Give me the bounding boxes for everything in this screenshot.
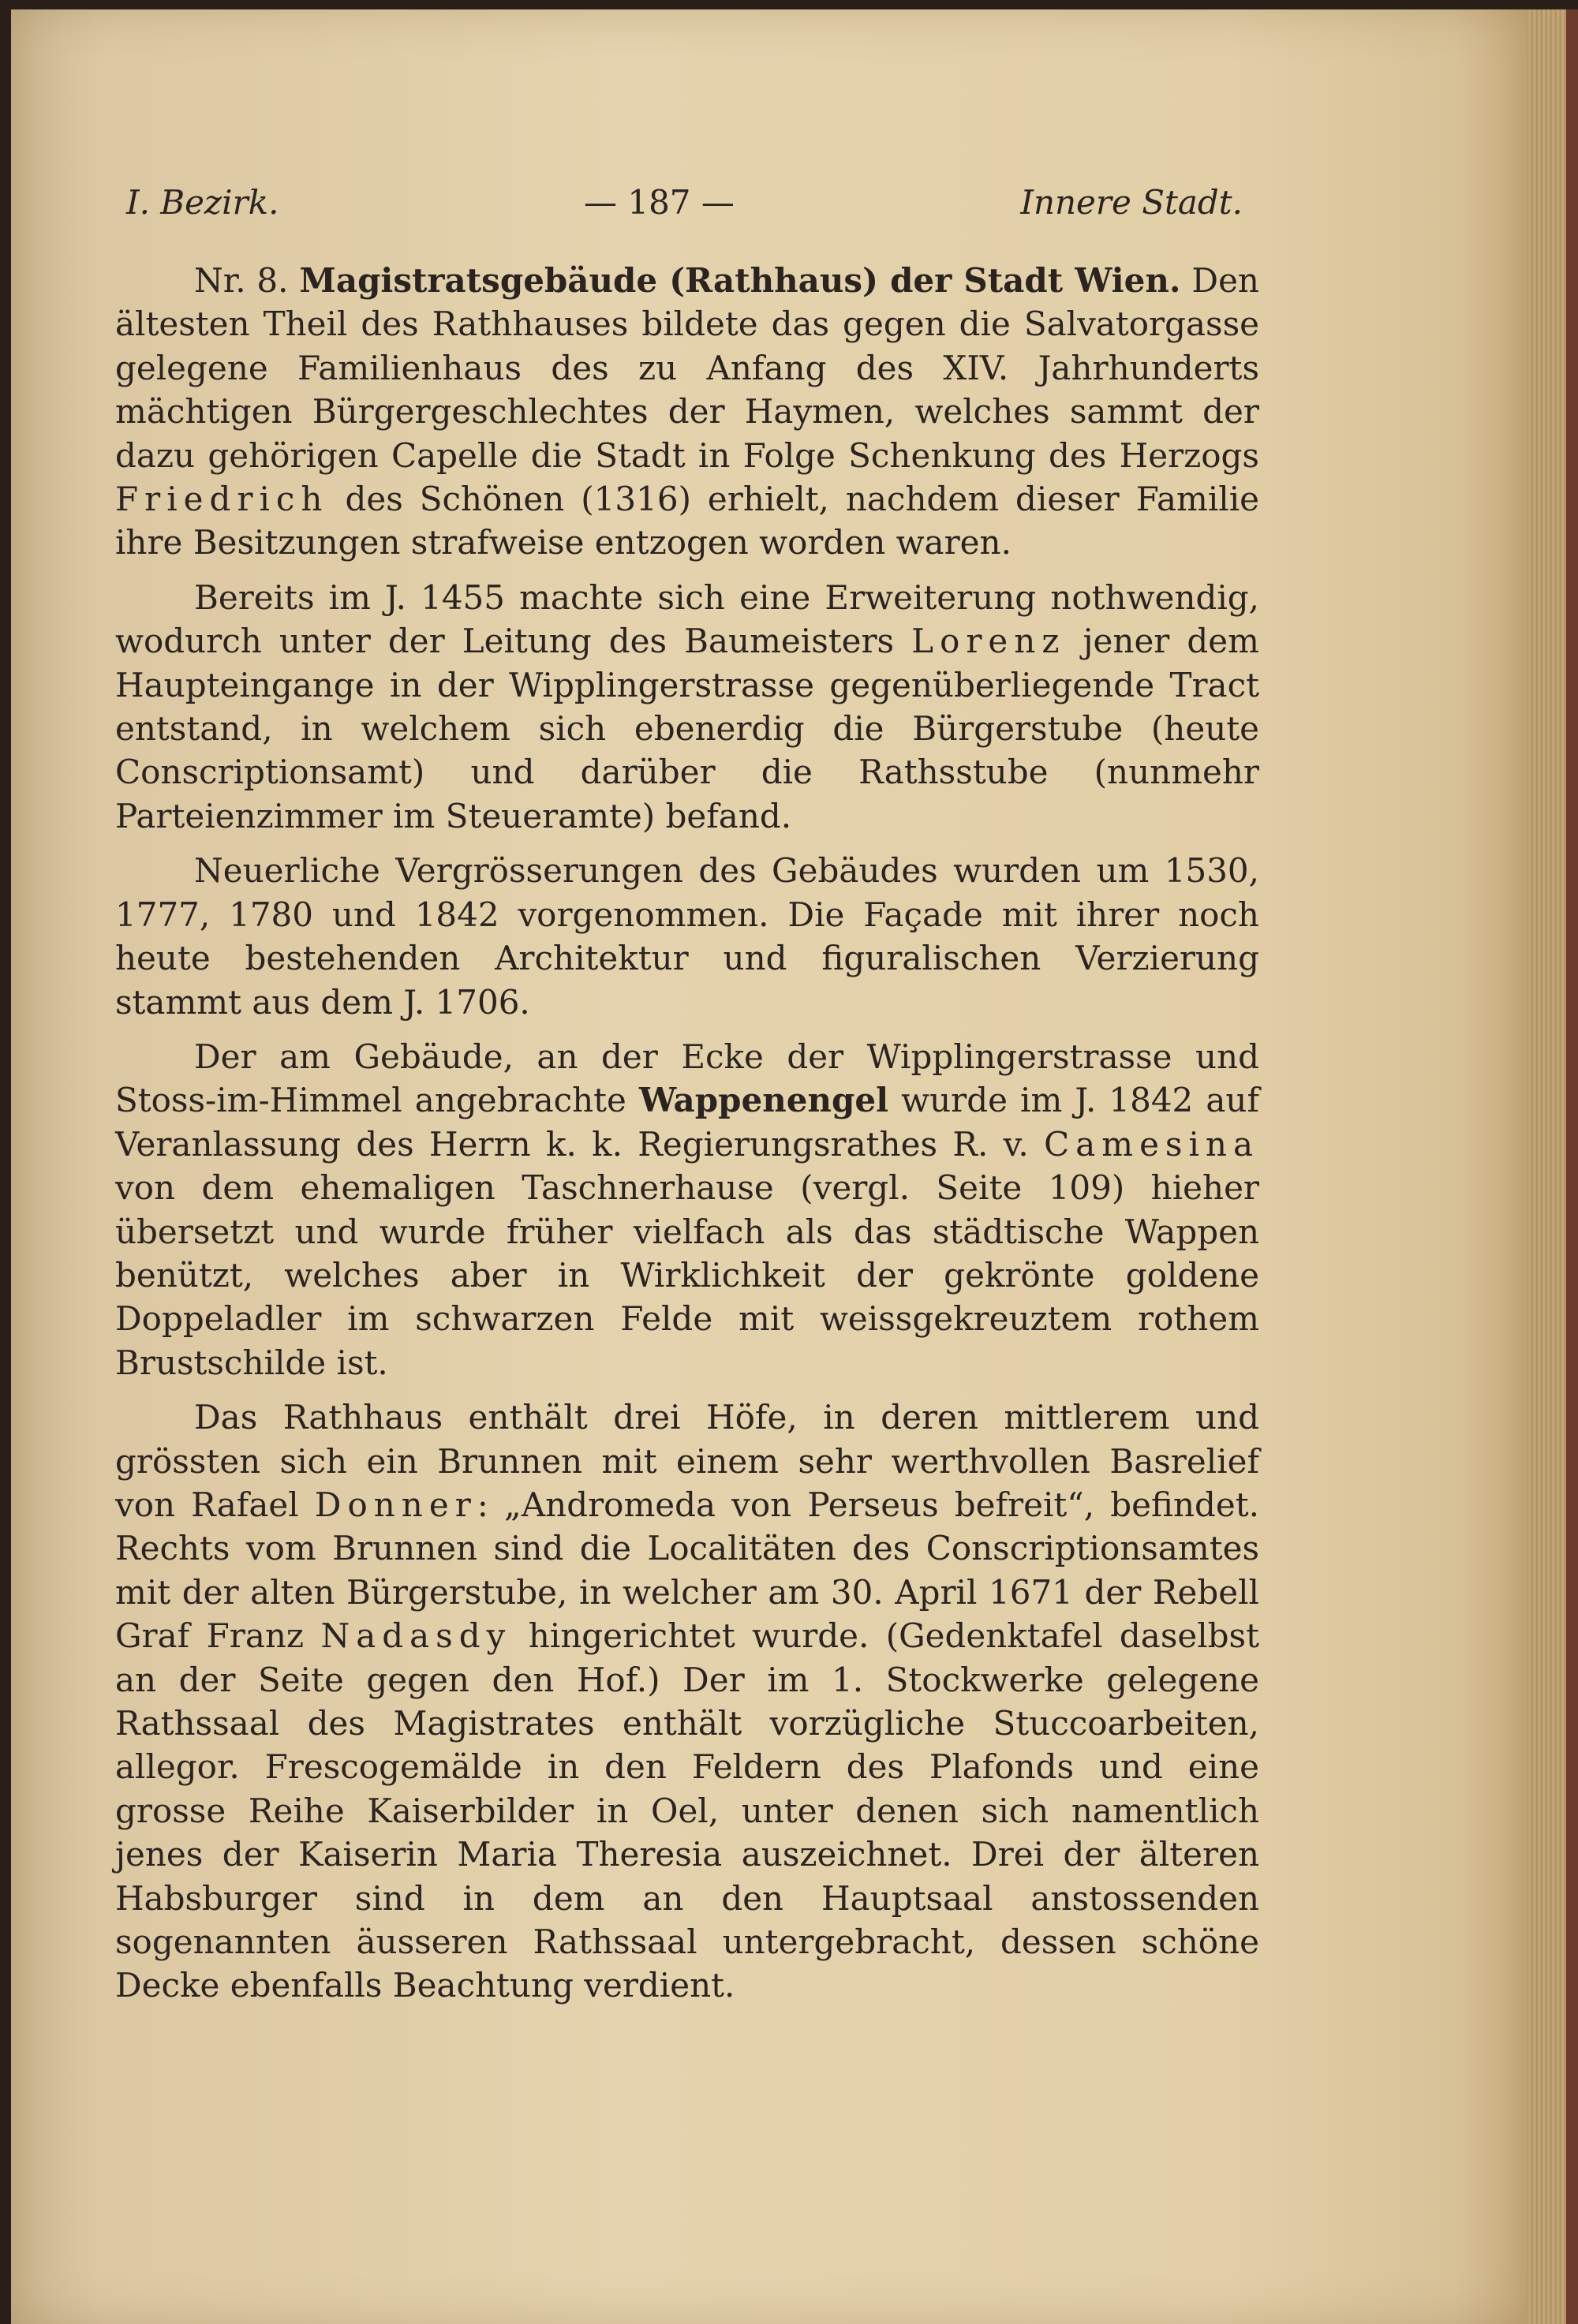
paragraph-text: Bereits im J. 1455 machte sich eine Erweiterung nothwendig, wodurch unter der Leitung des Baumeisters xyxy=(115,577,1259,661)
paragraph-4 xyxy=(115,1035,1259,1384)
paragraph-text: von dem ehemaligen Taschnerhause (vergl. Seite 109) hieher übersetzt und wurde früher vielfach als das städtische Wappen benützt, welches aber in Wirklichkeit der gekrönte goldene Doppeladler im schwarzen Felde mit weissgekreuztem rothem Brustschilde ist. xyxy=(115,1168,1259,1382)
person-name: Nadasdy xyxy=(320,1616,512,1656)
highlighted-term: Wappenengel xyxy=(639,1081,889,1120)
person-name: Camesina xyxy=(1044,1124,1259,1164)
header-district: I. Bezirk. xyxy=(126,183,279,222)
running-header xyxy=(126,183,1243,238)
paragraph-3 xyxy=(115,849,1259,1024)
body-text xyxy=(115,259,1259,2019)
paragraph-text: Neuerliche Vergrösserungen des Gebäudes wurden um 1530, 1777, 1780 und 1842 vorgenommen. Die Façade mit ihrer noch heute bestehenden Architektur und figuralischen Verzierung stammt aus dem J. 1706. xyxy=(115,851,1259,1022)
entry-heading: Magistratsgebäude (Rathhaus) der Stadt Wien. xyxy=(299,261,1181,300)
person-name: Lorenz xyxy=(911,622,1066,661)
paragraph-text: jener dem Haupteingange in der Wipplingerstrasse gegenüberliegende Tract entstand, in welchem sich ebenerdig die Bürgerstube (heute Conscriptionsamt) und darüber die Rathsstube (nunmehr Parteienzimmer im Steueramte) befand. xyxy=(115,622,1259,835)
paragraph-text: Den ältesten Theil des Rathhauses bildete das gegen die Salvatorgasse gelegene Familienhaus des zu Anfang des XIV. Jahrhunderts mächtigen Bürgergeschlechtes der Haymen, welches sammt der dazu gehörigen Capelle die Stadt in Folge Schenkung des Herzogs xyxy=(115,261,1259,475)
paragraph-1 xyxy=(115,259,1259,565)
paragraph-text: des Schönen (1316) erhielt, nachdem dieser Familie ihre Besitzungen strafweise entzogen worden waren. xyxy=(115,480,1259,562)
paragraph-text: wurde im J. 1842 auf Veranlassung des Herrn k. k. Regierungsrathes R. v. xyxy=(115,1081,1259,1164)
book-cover-edge xyxy=(1566,9,1578,2324)
paragraph-2 xyxy=(115,576,1259,838)
person-name: Friedrich xyxy=(115,480,329,519)
person-name: Donner xyxy=(314,1485,477,1524)
paragraph-5 xyxy=(115,1396,1259,2008)
entry-number: Nr. 8. xyxy=(194,261,289,300)
paragraph-text: : „Andromeda von Perseus befreit“, befindet. Rechts vom Brunnen sind die Localitäten des Conscriptionsamtes mit der alten Bürgerstube, in welcher am 30. April 1671 der Rebell Graf Franz xyxy=(115,1485,1259,1656)
header-section: Innere Stadt. xyxy=(1020,183,1243,222)
page-number: — 187 — xyxy=(584,183,735,222)
paragraph-text: Der am Gebäude, an der Ecke der Wipplingerstrasse und Stoss-im-Himmel angebrachte xyxy=(115,1037,1259,1120)
paragraph-text: Das Rathhaus enthält drei Höfe, in deren mittlerem und grössten sich ein Brunnen mit einem sehr werthvollen Basrelief von Rafael xyxy=(115,1398,1259,1524)
paragraph-text: hingerichtet wurde. (Gedenktafel daselbst an der Seite gegen den Hof.) Der im 1. Stockwerke gelegene Rathssaal des Magistrates enthält vorzügliche Stuccoarbeiten, allegor. Frescogemälde in den Feldern des Plafonds und eine grosse Reihe Kaiserbilder in Oel, unter denen sich namentlich jenes der Kaiserin Maria Theresia auszeichnet. Drei der älteren Habsburger sind in dem an den Hauptsaal anstossenden sogenannten äusseren Rathssaal untergebracht, dessen schöne Decke ebenfalls Beachtung verdient. xyxy=(115,1616,1259,2005)
